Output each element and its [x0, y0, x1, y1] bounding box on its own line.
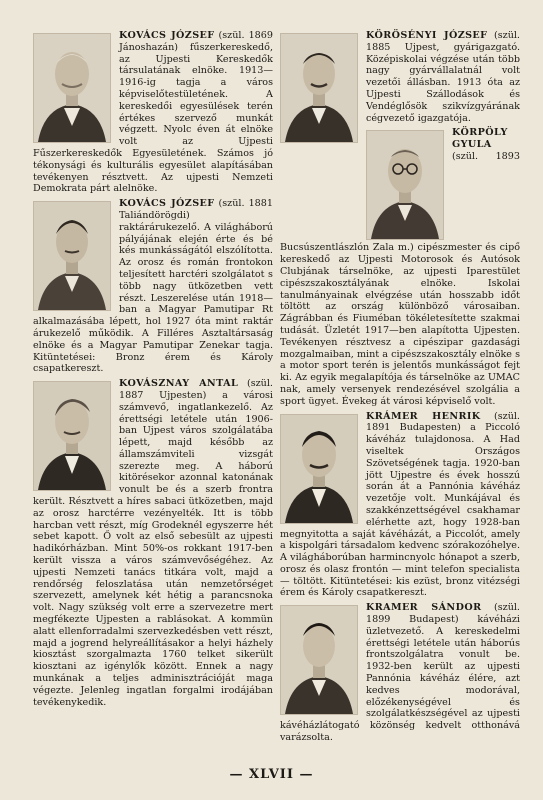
portrait-illustration	[34, 34, 110, 142]
person-name: KÖRPÖLY GYULA	[452, 127, 508, 151]
biography-entry-kramer-henrik	[280, 411, 520, 600]
biography-text: (szül. 1887 Ujpesten) a városi számvevő, ingatlankezelő. Az érettségi letétele után 1906-ban Ujpest város szolgálatába lépett, majd később az államszámviteli vizsgát szerezte meg. A háború kitörésekor azonnal katonának vonult be és a szerb frontra került. Résztvett a híres sabaci ütközetben, majd az orosz harctérre vezényelték. Itt is több harcban vett részt, míg Grodeknél egyszerre hét sebet kapott. Ő volt az első sebesült az ujpesti hadikórházban. Mint 50%-os rokkant 1917-ben került vissza a város számvevőségéhez. Az ujpesti Nemzeti tanács titkára volt, majd a rendőrség feloszlatása után nemzetőrséget szervezett, amelynek két hétig a parancsnoka volt. Nagy szükség volt erre a szervezetre mert megfékezte Ujpesten a rablásokat. A kommün alatt ellenforradalmi szervezkedésben vett részt, majd a jogrend helyreállításakor a helyi házhely kiosztást szorgalmazta 1760 telket sikerült kiosztani az igénylők között. Ennek a nagy munkának a teljes adminisztrációját maga végezte. Jelenleg ingatlan forgalmi irodájában tevékenykedik.	[33, 378, 273, 708]
page-number: — XLVII —	[229, 767, 314, 782]
biography-entry-kovacs-jozsef-1869	[33, 30, 273, 195]
portrait-photo	[280, 414, 358, 524]
biography-entry-korosenyi-jozsef	[280, 30, 520, 124]
portrait-illustration	[281, 34, 357, 142]
person-name: KRAMER SÁNDOR	[366, 602, 482, 614]
biography-text: (szül. 1899 Budapest) kávéházi üzletvezető. A kereskedelmi érettségi letétele után háborús frontszolgálatra vonult be. 1932-ben került az ujpesti Pannónia kávéház élére, azt kedves modorával, előzékenységével és szolgálatkészségével az ujpesti kávéházlátogató közönség kedvelt otthonává varázsolta.	[280, 602, 520, 744]
portrait-illustration	[281, 606, 357, 714]
person-name: KOVÁCS JÓZSEF	[119, 198, 215, 210]
left-column	[33, 30, 273, 708]
portrait-illustration	[367, 131, 443, 239]
portrait-photo	[33, 201, 111, 311]
biography-entry-kovasznay-antal	[33, 378, 273, 708]
biography-text: (szül. 1885 Ujpest, gyárigazgató. Középiskolai végzése után több nagy gyárvállalatnál volt vezetői állásban. 1913 óta az Ujpesti Szállodások és Vendéglősök szikvízgyárának cégvezető igazgatója.	[366, 30, 520, 124]
biography-entry-korpoly-gyula	[280, 127, 520, 407]
person-name: KRÁMER HENRIK	[366, 410, 481, 422]
person-name: KÖRÖSÉNYI JÓZSEF	[366, 30, 488, 41]
portrait-photo	[33, 33, 111, 143]
biography-text: (szül. 1869 Jánoshazán) fűszerkereskedő, az Ujpesti Kereskedők társulatának elnöke. 1913—1916-ig tagja a város képviselőtestületének. A kereskedői egyesülések terén értékes szervező munkát végzett. Nyolc éven át elnöke volt az Ujpesti Fűszerkereskedők Egyesületének. Számos jó tékonysági és kulturális egyesület alapításában tevékenyen résztvett. Az ujpesti Nemzeti Demokrata párt alelnöke.	[33, 30, 273, 195]
biography-entry-kramer-sandor	[280, 602, 520, 744]
biography-text: (szül. 1893 Bucsúszentlászlón Zala m.) cipészmester és cipő kereskedő az Ujpesti Motorosok és Autósok Clubjának társelnöke, az ujpesti Iparestület cipészszakosztályának elnöke. Iskolai tanulmányainak elvégzése után hosszabb időt töltött az ország különböző városaiban. Zágrábban és Fiuméban tökéletesítette szakmai tudását. Üzletét 1917—ben alapította Ujpesten. Tevékenyen résztvesz a cipészipar gazdasági mozgalmaiban, mint a cipészszakosztály elnöke s a motor sport terén is jelentős munkásságot fejt ki. Az egyik megalapítója és társelnöke az UMAC nak, amely versenyek rendezésével szolgália a sport ügyet. Évekeg át városi képviselő volt.	[280, 150, 520, 407]
portrait-photo	[280, 33, 358, 143]
person-name: KOVÁCS JÓZSEF	[119, 30, 215, 41]
portrait-photo	[280, 605, 358, 715]
biography-text: (szül. 1881 Taliándörögdi) raktárárukezelő. A világháború pályájának elején érte és bé kés munkásságától elszólította. Az orosz és román frontokon teljesített harctéri szolgálatot s több nagy ütközetben vett részt. Leszerelése után 1918—ban a Magyar Pamutipar Rt alkalmazásába lépett, hol 1927 óta mint raktár árukezelő működik. A Filléres Asztaltársaság elnöke és a Magyar Pamutipar Zenekar tagja. Kitüntetései: Bronz érem és Károly csapatkereszt.	[33, 198, 273, 375]
biography-text: (szül. 1891 Budapesten) a Piccoló kávéház tulajdonosa. A Had viseltek Országos Szövetségének tagja. 1920-ban jött Ujpestre és évek hosszú során át a Pannónia kávéház vezetője volt. Munkájával és szakkénzettségével csakhamar elérhette azt, hogy 1928-ban megnyitotta a saját kávéházát, a Piccolót, amely a kispolgári társadalom kedvenc szórakozóhelye. A világháborúban harmincnyolc hónapot a szerb, orosz és olasz frontón — mint telefon specialista — töltött. Kitüntetései: kis ezüst, bronz vitézségi érem és Károly csapatkereszt.	[280, 410, 520, 599]
portrait-photo	[366, 130, 444, 240]
biography-entry-kovacs-jozsef-1881	[33, 198, 273, 375]
person-name: KOVÁSZNAY ANTAL	[119, 378, 239, 390]
portrait-photo	[33, 381, 111, 491]
right-column	[280, 30, 520, 744]
portrait-illustration	[34, 202, 110, 310]
portrait-illustration	[34, 382, 110, 490]
portrait-illustration	[281, 415, 357, 523]
